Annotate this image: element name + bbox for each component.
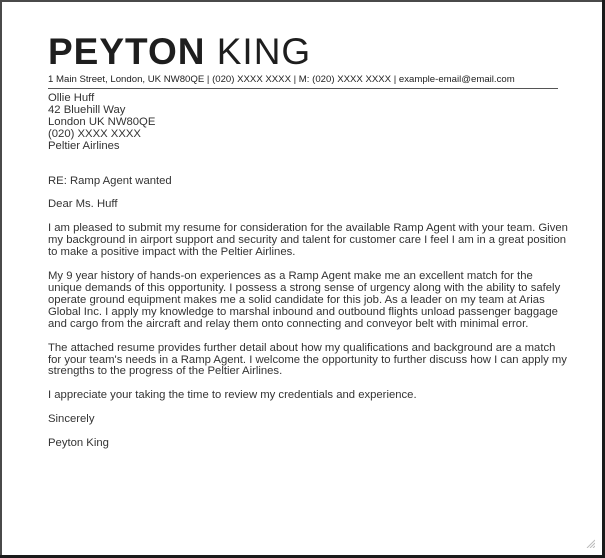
- resize-grip-icon[interactable]: [585, 538, 595, 548]
- applicant-name-heading: [48, 32, 311, 72]
- paragraph-experience: My 9 year history of hands-on experiences as a Ramp Agent make me an excellent match for the unique demands of this opportunity. I possess a strong sense of urgency along with the ability to safely operate ground equipment makes me a solid candidate for this job. As a leader on my team at Arias Global Inc. I apply my knowledge to marshal inbound and outbound flights unload passenger baggage and cargo from the aircraft and relay them onto connecting and conveyor belt with minimal error.: [48, 270, 561, 330]
- closing: Sincerely: [48, 413, 95, 426]
- recipient-phone: (020) XXXX XXXX: [48, 127, 141, 140]
- applicant-last-name: KING: [216, 31, 312, 72]
- paragraph-intro: I am pleased to submit my resume for consideration for the available Ramp Agent with your team. Given my background in airport support and security and talent for customer care I feel I am in a great position to make a positive impact with the Peltier Airlines.: [48, 222, 568, 259]
- recipient-company: Peltier Airlines: [48, 139, 120, 152]
- recipient-address: [48, 93, 568, 153]
- paragraph-thanks: I appreciate your taking the time to review my credentials and experience.: [48, 389, 417, 402]
- contact-details: 1 Main Street, London, UK NW80QE | (020) XXXX XXXX | M: (020) XXXX XXXX | example-email@email.com: [48, 74, 515, 85]
- applicant-first-name: PEYTON: [48, 31, 206, 72]
- salutation: Dear Ms. Huff: [48, 198, 118, 211]
- recipient-street: 42 Bluehill Way: [48, 103, 126, 116]
- subject-line: RE: Ramp Agent wanted: [48, 174, 172, 187]
- recipient-city: London UK NW80QE: [48, 115, 156, 128]
- signature-name: Peyton King: [48, 437, 109, 450]
- recipient-name: Ollie Huff: [48, 92, 95, 104]
- paragraph-resume: The attached resume provides further detail about how my qualifications and background are a match for your team's needs in a Ramp Agent. I welcome the opportunity to further discuss how I can apply my strengths to the progress of the Peltier Airlines.: [48, 341, 567, 378]
- letter-body: [48, 93, 568, 450]
- header-divider: [48, 88, 558, 89]
